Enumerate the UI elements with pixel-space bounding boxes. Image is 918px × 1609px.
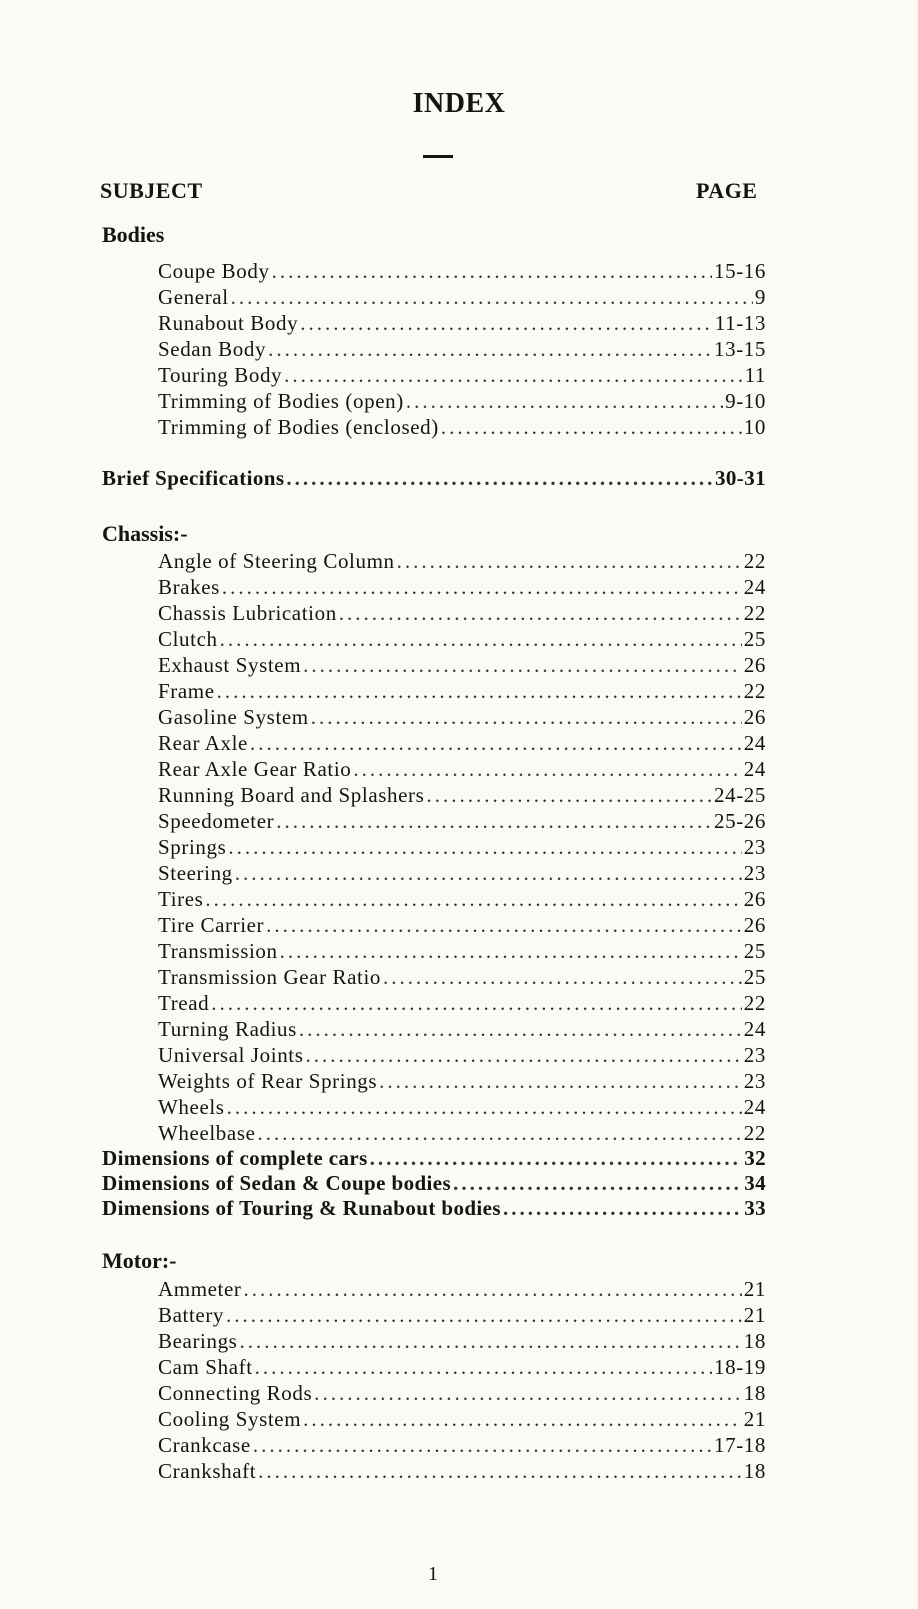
- leader-dots: [211, 991, 742, 1016]
- list-item: [158, 627, 766, 652]
- leader-dots: [280, 939, 742, 964]
- entry-page: 24: [743, 1095, 766, 1119]
- list-item: [158, 835, 766, 860]
- leader-dots: [235, 861, 742, 886]
- list-item: [158, 1017, 766, 1042]
- list-item: [158, 389, 766, 414]
- leader-dots: [383, 965, 742, 990]
- entry-page: 22: [743, 601, 766, 625]
- leader-dots: [299, 1017, 742, 1042]
- leader-dots: [228, 835, 741, 860]
- entry-label: Sedan Body: [158, 337, 267, 361]
- entry-page: 15-16: [714, 259, 766, 283]
- leader-dots: [227, 1095, 742, 1120]
- list-item: [158, 861, 766, 886]
- entry-page: 25: [743, 965, 766, 989]
- entry-page: 22: [743, 991, 766, 1015]
- list-item: [158, 939, 766, 964]
- list-item: [158, 783, 766, 808]
- leader-dots: [250, 731, 742, 756]
- list-item: [158, 1069, 766, 1094]
- leader-dots: [406, 389, 723, 414]
- page-column-header: PAGE: [696, 178, 758, 203]
- list-item: [158, 679, 766, 704]
- entry-label: Rear Axle: [158, 731, 248, 755]
- entry-page: 13-15: [714, 337, 766, 361]
- entry-label: Crankshaft: [158, 1459, 257, 1483]
- entry-label: Chassis Lubrication: [158, 601, 337, 625]
- section-heading-chassis: Chassis:-: [102, 521, 188, 546]
- entry-label: Ammeter: [158, 1277, 242, 1301]
- entry-page: 21: [743, 1407, 766, 1431]
- entry-page: 11: [744, 363, 766, 387]
- entry-label: Transmission: [158, 939, 278, 963]
- leader-dots: [239, 1329, 741, 1354]
- leader-dots: [339, 601, 742, 626]
- list-item: [158, 415, 766, 440]
- section-heading-motor: Motor:-: [102, 1248, 177, 1273]
- entry-label: General: [158, 285, 229, 309]
- leader-dots: [314, 1381, 742, 1406]
- entry-page: 24: [743, 1017, 766, 1041]
- leader-dots: [306, 1043, 742, 1068]
- list-item: [158, 549, 766, 574]
- entry-page: 10: [743, 415, 766, 439]
- entry-label: Runabout Body: [158, 311, 299, 335]
- entry-page: 17-18: [714, 1433, 766, 1457]
- entry-label: Dimensions of Sedan & Coupe bodies: [102, 1171, 452, 1195]
- list-item: [158, 1277, 766, 1302]
- entry-page: 24: [743, 575, 766, 599]
- entry-label: Frame: [158, 679, 215, 703]
- list-item: [158, 705, 766, 730]
- leader-dots: [370, 1146, 743, 1171]
- entry-label: Trimming of Bodies (open): [158, 389, 404, 413]
- entry-label: Tire Carrier: [158, 913, 265, 937]
- leader-dots: [286, 466, 713, 491]
- leader-dots: [231, 285, 753, 310]
- entry-page: 11-13: [714, 311, 766, 335]
- list-item: [158, 1433, 766, 1458]
- leader-dots: [303, 653, 742, 678]
- entry-label: Wheelbase: [158, 1121, 256, 1145]
- page-title: INDEX: [412, 88, 506, 119]
- entry-page: 24: [743, 757, 766, 781]
- list-item: [158, 285, 766, 310]
- dimensions-entry: [102, 1146, 766, 1171]
- list-item: [158, 363, 766, 388]
- entry-page: 9-10: [725, 389, 766, 413]
- entry-page: 18: [743, 1459, 766, 1483]
- leader-dots: [303, 1407, 742, 1432]
- entry-label: Dimensions of Touring & Runabout bodies: [102, 1196, 501, 1220]
- entry-label: Dimensions of complete cars: [102, 1146, 368, 1170]
- entry-page: 21: [743, 1277, 766, 1301]
- entry-page: 23: [743, 1069, 766, 1093]
- entry-page: 18-19: [714, 1355, 766, 1379]
- entry-page: 32: [744, 1146, 766, 1170]
- list-item: [158, 337, 766, 362]
- entry-page: 25: [743, 939, 766, 963]
- entry-label: Cooling System: [158, 1407, 302, 1431]
- leader-dots: [222, 575, 742, 600]
- leader-dots: [268, 337, 712, 362]
- list-item: [158, 259, 766, 284]
- entry-page: 26: [743, 887, 766, 911]
- entry-page: 26: [743, 705, 766, 729]
- list-item: [158, 311, 766, 336]
- list-item: [158, 653, 766, 678]
- leader-dots: [226, 1303, 742, 1328]
- entry-label: Wheels: [158, 1095, 225, 1119]
- entry-page: 25-26: [714, 809, 766, 833]
- section-heading-bodies: Bodies: [102, 222, 165, 247]
- list-item: [158, 575, 766, 600]
- leader-dots: [255, 1355, 712, 1380]
- entry-label: Turning Radius: [158, 1017, 297, 1041]
- entry-label: Tread: [158, 991, 210, 1015]
- list-item: [158, 1303, 766, 1328]
- list-item: [158, 1095, 766, 1120]
- list-item: [158, 965, 766, 990]
- entry-page: 22: [743, 679, 766, 703]
- list-item: [158, 913, 766, 938]
- leader-dots: [426, 783, 712, 808]
- entry-label: Battery: [158, 1303, 225, 1327]
- entry-page: 26: [743, 913, 766, 937]
- leader-dots: [300, 311, 713, 336]
- entry-label: Speedometer: [158, 809, 275, 833]
- entry-label: Trimming of Bodies (enclosed): [158, 415, 439, 439]
- entry-label: Brakes: [158, 575, 220, 599]
- leader-dots: [253, 1433, 712, 1458]
- title-rule: [423, 155, 453, 158]
- entry-page: 23: [743, 1043, 766, 1067]
- entry-label: Running Board and Splashers: [158, 783, 425, 807]
- list-item: [158, 1043, 766, 1068]
- entry-label: Springs: [158, 835, 227, 859]
- dimensions-entry: [102, 1196, 766, 1221]
- entry-label: Exhaust System: [158, 653, 302, 677]
- leader-dots: [258, 1121, 742, 1146]
- page-number: 1: [428, 1563, 438, 1585]
- list-item: [158, 1459, 766, 1484]
- leader-dots: [441, 415, 742, 440]
- list-item: [158, 887, 766, 912]
- entry-page: 34: [744, 1171, 766, 1195]
- entry-page: 23: [743, 835, 766, 859]
- entry-label: Cam Shaft: [158, 1355, 253, 1379]
- entry-label: Angle of Steering Column: [158, 549, 395, 573]
- entry-label: Brief Specifications: [102, 466, 285, 490]
- list-item: [158, 1329, 766, 1354]
- leader-dots: [258, 1459, 742, 1484]
- entry-page: 9: [754, 285, 766, 309]
- entry-label: Connecting Rods: [158, 1381, 313, 1405]
- leader-dots: [205, 887, 741, 912]
- dimensions-entry: [102, 1171, 766, 1196]
- leader-dots: [266, 913, 742, 938]
- leader-dots: [503, 1196, 742, 1221]
- entry-page: 18: [743, 1329, 766, 1353]
- leader-dots: [217, 679, 742, 704]
- entry-label: Universal Joints: [158, 1043, 304, 1067]
- entry-page: 18: [743, 1381, 766, 1405]
- entry-label: Bearings: [158, 1329, 238, 1353]
- leader-dots: [397, 549, 742, 574]
- entry-label: Crankcase: [158, 1433, 251, 1457]
- entry-label: Transmission Gear Ratio: [158, 965, 382, 989]
- entry-page: 22: [743, 549, 766, 573]
- list-item: [158, 601, 766, 626]
- entry-label: Coupe Body: [158, 259, 270, 283]
- leader-dots: [276, 809, 712, 834]
- leader-dots: [353, 757, 741, 782]
- list-item: [158, 809, 766, 834]
- list-item: [158, 1121, 766, 1146]
- entry-page: 24: [743, 731, 766, 755]
- entry-label: Touring Body: [158, 363, 283, 387]
- entry-label: Gasoline System: [158, 705, 309, 729]
- list-item: [158, 991, 766, 1016]
- leader-dots: [272, 259, 712, 284]
- entry-page: 22: [743, 1121, 766, 1145]
- leader-dots: [311, 705, 742, 730]
- entry-label: Steering: [158, 861, 233, 885]
- entry-label: Clutch: [158, 627, 218, 651]
- entry-label: Tires: [158, 887, 204, 911]
- subject-column-header: SUBJECT: [100, 178, 203, 203]
- list-item: [158, 757, 766, 782]
- entry-label: Rear Axle Gear Ratio: [158, 757, 352, 781]
- leader-dots: [220, 627, 742, 652]
- entry-page: 21: [743, 1303, 766, 1327]
- list-item: [158, 1355, 766, 1380]
- entry-page: 25: [743, 627, 766, 651]
- brief-specifications-entry: [102, 466, 766, 491]
- entry-page: 23: [743, 861, 766, 885]
- entry-label: Weights of Rear Springs: [158, 1069, 378, 1093]
- leader-dots: [244, 1277, 742, 1302]
- leader-dots: [453, 1171, 742, 1196]
- entry-page: 30-31: [715, 466, 766, 490]
- entry-page: 26: [743, 653, 766, 677]
- entry-page: 24-25: [714, 783, 766, 807]
- list-item: [158, 1407, 766, 1432]
- leader-dots: [284, 363, 742, 388]
- list-item: [158, 1381, 766, 1406]
- leader-dots: [379, 1069, 742, 1094]
- list-item: [158, 731, 766, 756]
- entry-page: 33: [744, 1196, 766, 1220]
